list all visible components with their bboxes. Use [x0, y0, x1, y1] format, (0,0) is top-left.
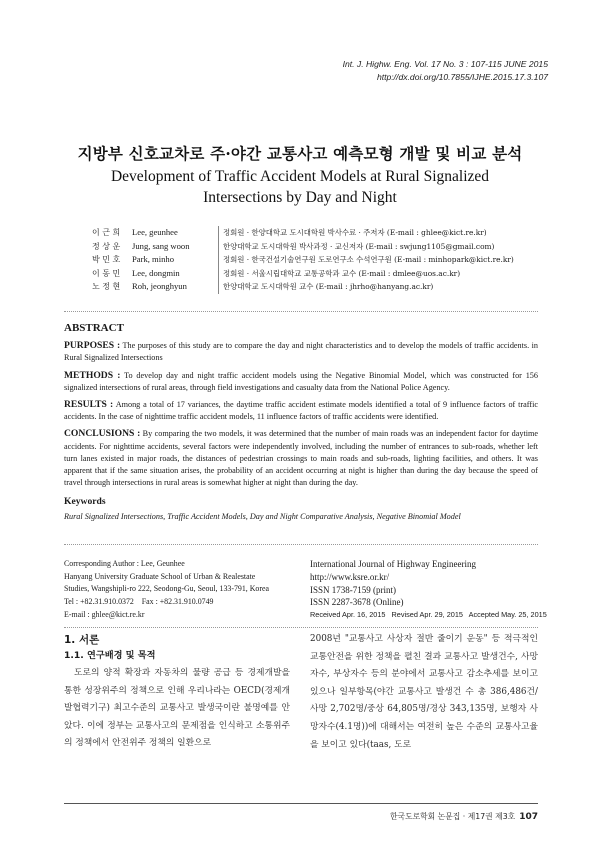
body-right-column	[310, 631, 538, 754]
author-name-ko: 노 정 현	[92, 282, 121, 292]
conclusions-label: CONCLUSIONS :	[64, 428, 141, 440]
abstract-purposes	[64, 340, 538, 364]
abstract-block	[64, 322, 538, 523]
results-label: RESULTS :	[64, 399, 114, 411]
author-row	[92, 267, 514, 281]
journal-name: International Journal of Highway Engineering	[310, 559, 476, 569]
author-name-en: Lee, dongmin	[132, 267, 180, 278]
conclusions-text: By comparing the two models, it was determined that the number of main roads was an independent factor for daytime accidents. For nighttime accidents, several factors were independently involved, including the number of entrances to sub-roads, whether left turn lanes existed in major roads, the distances of pedestrian crossings to main roads and sub-roads, lighting facilities, and others. It was apparent that if the same situation arises, the probability of an accident occurring at night is higher than during the day because the speed of travel through intersections in rural areas is somewhat higher at night than during the day.	[64, 429, 539, 488]
journal-citation: Int. J. Highw. Eng. Vol. 17 No. 3 : 107-115 JUNE 2015	[342, 59, 548, 69]
corresponding-email[interactable]: E-mail : ghlee@kict.re.kr	[64, 609, 145, 619]
page-footer	[390, 811, 538, 822]
abstract-results	[64, 399, 538, 423]
korean-title: 지방부 신호교차로 주·야간 교통사고 예측모형 개발 및 비교 분석	[77, 144, 523, 163]
author-affiliation: 정회원 · 한국건설기술연구원 도로연구소 수석연구원 (E-mail : minhopark@kict.re.kr)	[218, 253, 514, 267]
issn-online: ISSN 2287-3678 (Online)	[310, 597, 404, 608]
divider	[64, 544, 538, 545]
author-name-ko: 이 근 희	[92, 228, 121, 237]
author-name-ko: 이 동 민	[92, 268, 121, 278]
author-list	[92, 226, 514, 294]
page-number: 107	[519, 812, 538, 822]
body-paragraph: 도로의 양적 확장과 자동차의 물량 공급 등 경제개발을 통한 성장위주의 정책으로 인해 우리나라는 OECD(경제개발협력기구) 최고수준의 교통사고 발생국이란 불명예를 안았다. 이에 정부는 교통사고의 문제점을 인식하고 소통위주의 정책에서 안전위주 정책의 일환으로	[64, 668, 290, 749]
abstract-methods	[64, 370, 538, 394]
submission-dates: Received Apr. 16, 2015 Revised Apr. 29, 2015 Accepted May. 25, 2015	[310, 610, 547, 620]
author-name-en: Roh, jeonghyun	[132, 281, 187, 292]
methods-text: To develop day and night traffic accident models using the Negative Binomial Model, which was constructed for 156 signalized intersections of rural areas, through field investigations and casualty data from the National Police Agency.	[64, 370, 538, 392]
section-heading: 1. 서론	[64, 634, 100, 646]
journal-url[interactable]: http://www.ksre.or.kr/	[310, 571, 390, 582]
methods-label: METHODS :	[64, 369, 121, 381]
abstract-conclusions	[64, 428, 538, 489]
english-title: Development of Traffic Accident Models at Rural Signalized Intersections by Day and Night	[110, 168, 490, 206]
corresponding-address-line: Hanyang University Graduate School of Urban & Realestate	[64, 571, 256, 581]
journal-header	[343, 58, 548, 84]
keywords-heading: Keywords	[64, 496, 106, 508]
issn-print: ISSN 1738-7159 (print)	[310, 584, 396, 595]
author-name-ko: 정 상 운	[92, 241, 121, 251]
divider	[64, 627, 538, 628]
corresponding-author: Corresponding Author : Lee, Geunhee	[64, 559, 185, 568]
author-affiliation: 정회원 · 한양대학교 도시대학원 박사수료 · 주저자 (E-mail : ghlee@kict.re.kr)	[218, 226, 487, 240]
keywords-text: Rural Signalized Intersections, Traffic Accident Models, Day and Night Comparative Analysis, Negative Binomial Model	[64, 511, 461, 521]
subsection-heading: 1.1. 연구배경 및 목적	[64, 650, 156, 661]
author-affiliation: 정회원 · 서울시립대학교 교통공학과 교수 (E-mail : dmlee@uos.ac.kr)	[218, 267, 460, 281]
body-paragraph: 2008년 "교통사고 사상자 절반 줄이기 운동" 등 적극적인 교통안전을 위한 정책을 펼친 결과 교통사고 발생건수, 사망자수, 부상자수 등의 분야에서 교통사고 감소추세를 보이고 있으나 일부항목(야간 교통사고 발생건 수 총 386,486건/사망 2,702명/중상 64,805명/경상 343,135명, 보행자 사망자수(4.1명))에 대해서는 여전히 높은 수준의 교통사고율을 보이고 있다(taas, 도로	[310, 634, 538, 750]
author-name-en: Lee, geunhee	[132, 227, 178, 237]
footer-journal: 한국도로학회 논문집 · 제17권 제3호	[390, 812, 516, 821]
doi-link[interactable]: http://dx.doi.org/10.7855/IJHE.2015.17.3.107	[376, 72, 548, 82]
author-name-en: Jung, sang woon	[132, 240, 190, 251]
author-affiliation: 한양대학교 도시대학원 교수 (E-mail : jhrho@hanyang.ac.kr)	[218, 280, 433, 294]
corresponding-phone: Tel : +82.31.910.0372 Fax : +82.31.910.0749	[64, 597, 214, 607]
abstract-heading: ABSTRACT	[64, 322, 124, 334]
divider	[64, 311, 538, 312]
purposes-label: PURPOSES :	[64, 340, 121, 352]
author-affiliation: 한양대학교 도시대학원 박사과정 · 교신저자 (E-mail : swjung1105@gmail.com)	[218, 240, 494, 254]
body-left-column	[64, 632, 290, 753]
author-name-en: Park, minho	[132, 254, 175, 265]
purposes-text: The purposes of this study are to compare the day and night characteristics and to develop the models of traffic accidents. in Rural Signalized Intersections	[64, 341, 538, 363]
corresponding-address-line: Studies, Wangshipli-ro 222, Seodong-Gu, Seoul, 133-791, Korea	[64, 584, 270, 594]
journal-info-block	[310, 558, 547, 622]
author-row	[92, 240, 514, 254]
author-row	[92, 280, 514, 294]
results-text: Among a total of 17 variances, the daytime traffic accident estimate models identified a total of 9 influence factors of traffic accidents. In the case of nighttime traffic accident models, 11 influence factors of traffic accidents were identified.	[64, 400, 538, 422]
footer-rule	[64, 803, 538, 804]
author-row	[92, 226, 514, 240]
correspondence-block	[64, 558, 292, 622]
author-name-ko: 박 민 호	[92, 255, 121, 265]
author-row	[92, 253, 514, 267]
